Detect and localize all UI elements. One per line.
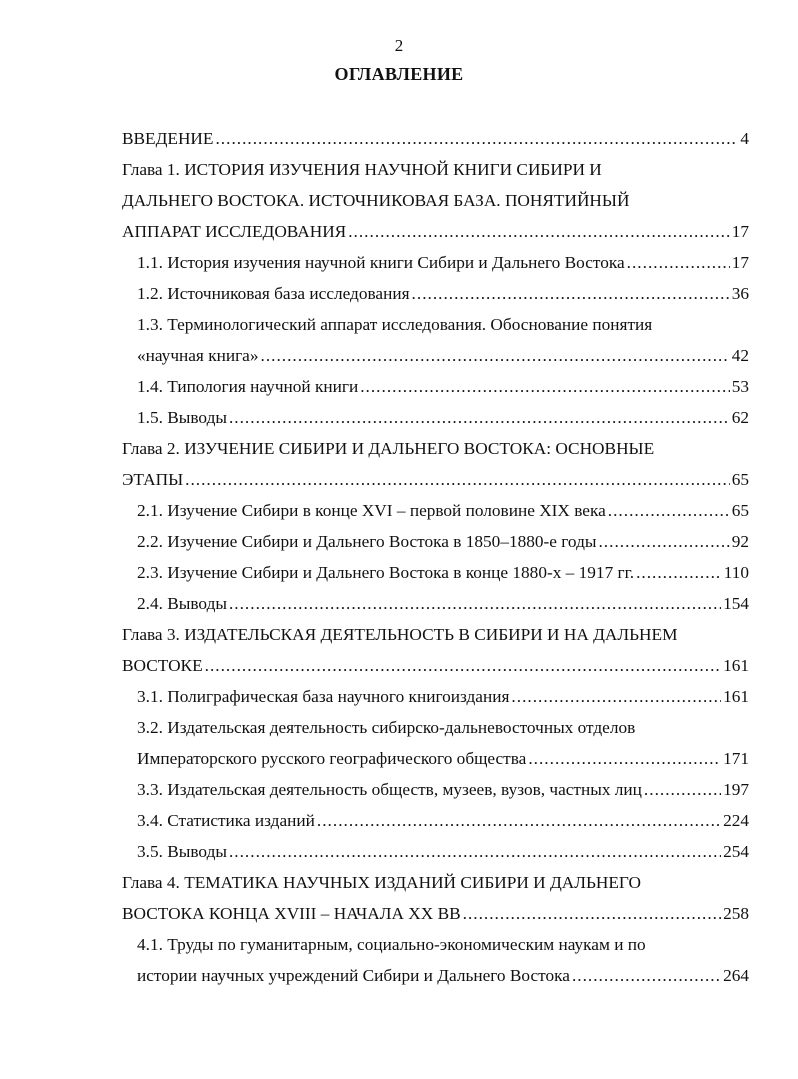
toc-chapter-line — [122, 187, 749, 218]
toc-subsection-line — [122, 528, 749, 559]
dot-leader — [463, 900, 721, 928]
toc-page-number: 53 — [731, 377, 749, 396]
toc-entry-text: 1.4. Типология научной книги — [137, 377, 359, 396]
dot-leader — [636, 559, 722, 587]
toc-entry-text: 2.2. Изучение Сибири и Дальнего Востока в 1850–1880-е годы — [137, 532, 597, 551]
toc-page-number: 65 — [731, 470, 749, 489]
toc-subsection-line — [122, 559, 749, 590]
toc-page-number: 258 — [723, 904, 749, 923]
toc-entry-text: ВОСТОКА КОНЦА XVIII – НАЧАЛА XX ВВ — [122, 904, 461, 923]
dot-leader — [511, 683, 721, 711]
toc-entry-text: Глава 1. ИСТОРИЯ ИЗУЧЕНИЯ НАУЧНОЙ КНИГИ СИБИРИ И — [122, 160, 602, 179]
toc-entry-text: 1.3. Терминологический аппарат исследования. Обоснование понятия — [137, 315, 653, 334]
toc-subsection-line — [122, 404, 749, 435]
toc-entry-text: 2.4. Выводы — [137, 594, 227, 613]
dot-leader — [215, 125, 738, 153]
dot-leader — [360, 373, 730, 401]
toc-page-number: 110 — [723, 563, 749, 582]
toc-subsection-line — [122, 590, 749, 621]
toc-subsection-line — [122, 745, 749, 776]
toc-page-number: 254 — [723, 842, 749, 861]
toc-entry-text: ВВЕДЕНИЕ — [122, 129, 214, 148]
toc-subsection-line — [122, 714, 749, 745]
toc-chapter-line — [122, 900, 749, 931]
toc-chapter-line — [122, 156, 749, 187]
toc-entry-text: «научная книга» — [137, 346, 259, 365]
toc-subsection-line — [122, 497, 749, 528]
dot-leader — [229, 404, 730, 432]
toc-chapter-line — [122, 435, 749, 466]
toc-chapter-line — [122, 869, 749, 900]
toc-chapter-line — [122, 652, 749, 683]
toc-chapter-line — [122, 621, 749, 652]
toc-subsection-line — [122, 776, 749, 807]
toc-entry-text: истории научных учреждений Сибири и Дальнего Востока — [137, 966, 570, 985]
toc-subsection-line — [122, 249, 749, 280]
toc-subsection-line — [122, 683, 749, 714]
toc-entry-text: 3.3. Издательская деятельность обществ, музеев, вузов, частных лиц — [137, 780, 642, 799]
toc-page-number: 65 — [731, 501, 749, 520]
toc-entry-text: 4.1. Труды по гуманитарным, социально-экономическим наукам и по — [137, 935, 646, 954]
toc-entry-text: Глава 2. ИЗУЧЕНИЕ СИБИРИ И ДАЛЬНЕГО ВОСТОКА: ОСНОВНЫЕ — [122, 439, 655, 458]
toc-entry-text: 3.2. Издательская деятельность сибирско-дальневосточных отделов — [137, 718, 636, 737]
toc-page-number: 161 — [723, 687, 749, 706]
toc-subsection-line — [122, 342, 749, 373]
toc-page-number: 197 — [723, 780, 749, 799]
dot-leader — [528, 745, 721, 773]
toc-entry-text: 2.3. Изучение Сибири и Дальнего Востока в конце 1880-х – 1917 гг. — [137, 563, 635, 582]
toc-entry-text: 2.1. Изучение Сибири в конце XVI – первой половине XIX века — [137, 501, 606, 520]
dot-leader — [229, 590, 721, 618]
toc-chapter-line — [122, 218, 749, 249]
dot-leader — [348, 218, 730, 246]
toc-page-number: 154 — [723, 594, 749, 613]
toc-subsection-line — [122, 807, 749, 838]
toc-subsection-line — [122, 838, 749, 869]
toc-entry-text: Императорского русского географического общества — [137, 749, 527, 768]
dot-leader — [644, 776, 721, 804]
dot-leader — [205, 652, 721, 680]
toc-entry-text: 1.1. История изучения научной книги Сибири и Дальнего Востока — [137, 253, 625, 272]
dot-leader — [627, 249, 730, 277]
dot-leader — [608, 497, 730, 525]
dot-leader — [261, 342, 730, 370]
toc-entry-text: ВОСТОКЕ — [122, 656, 203, 675]
toc-page-number: 171 — [723, 749, 749, 768]
page-title: ОГЛАВЛЕНИЕ — [334, 64, 464, 84]
toc-entry-text: Глава 4. ТЕМАТИКА НАУЧНЫХ ИЗДАНИЙ СИБИРИ И ДАЛЬНЕГО — [122, 873, 641, 892]
page-number: 2 — [394, 36, 404, 55]
toc-page-number: 62 — [731, 408, 749, 427]
toc-page-number: 4 — [740, 129, 749, 148]
dot-leader — [185, 466, 730, 494]
dot-leader — [598, 528, 729, 556]
toc-subsection-line — [122, 931, 749, 962]
toc-entry-text: 3.5. Выводы — [137, 842, 227, 861]
toc-entry-text: АППАРАТ ИССЛЕДОВАНИЯ — [122, 222, 347, 241]
toc-entry-text: ЭТАПЫ — [122, 470, 184, 489]
toc-page-number: 17 — [731, 222, 749, 241]
toc-page-number: 42 — [731, 346, 749, 365]
toc-entry-text: Глава 3. ИЗДАТЕЛЬСКАЯ ДЕЯТЕЛЬНОСТЬ В СИБИРИ И НА ДАЛЬНЕМ — [122, 625, 678, 644]
toc-entry-text: 1.5. Выводы — [137, 408, 227, 427]
toc-page-number: 17 — [731, 253, 749, 272]
dot-leader — [229, 838, 721, 866]
table-of-contents — [122, 125, 749, 993]
toc-entry-text: 3.1. Полиграфическая база научного книгоиздания — [137, 687, 510, 706]
toc-page-number: 224 — [723, 811, 749, 830]
toc-page-number: 36 — [731, 284, 749, 303]
toc-page-number: 264 — [723, 966, 749, 985]
dot-leader — [412, 280, 730, 308]
toc-subsection-line — [122, 373, 749, 404]
toc-entry-text: ДАЛЬНЕГО ВОСТОКА. ИСТОЧНИКОВАЯ БАЗА. ПОНЯТИЙНЫЙ — [122, 191, 630, 210]
dot-leader — [572, 962, 721, 990]
toc-entry-text: 3.4. Статистика изданий — [137, 811, 315, 830]
toc-entry-text: 1.2. Источниковая база исследования — [137, 284, 410, 303]
dot-leader — [317, 807, 721, 835]
toc-subsection-line — [122, 311, 749, 342]
toc-chapter-line — [122, 125, 749, 156]
toc-chapter-line — [122, 466, 749, 497]
toc-page-number: 92 — [731, 532, 749, 551]
toc-subsection-line — [122, 962, 749, 993]
toc-page-number: 161 — [723, 656, 749, 675]
toc-subsection-line — [122, 280, 749, 311]
